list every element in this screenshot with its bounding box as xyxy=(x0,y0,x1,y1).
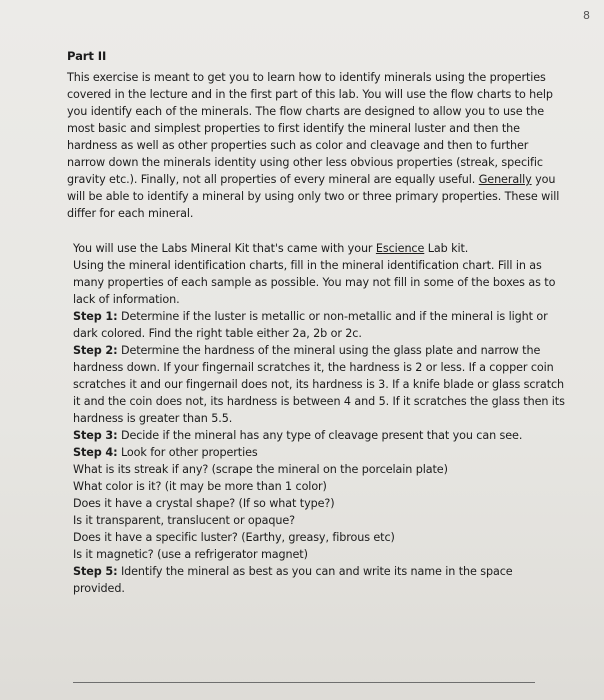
step-3-label: Step 3: xyxy=(73,429,118,442)
part-title: Part II xyxy=(67,49,107,63)
answer-line xyxy=(73,682,535,683)
intro-text-1: This exercise is meant to get you to learn how to identify minerals using the properties covered in the lecture and in the first part of this lab. You will use the flow charts to help you identify each of the minerals. The flow charts are designed to allow you to use the most basic and simplest properties to first identify the mineral luster and then the hardness as well as other properties such as color and cleavage and then to further narrow down the minerals identity using other less obvious properties (streak, specific gravity etc.). Finally, not all properties of every mineral are equally useful. xyxy=(67,71,553,186)
question-crystal-shape: Does it have a crystal shape? (If so what type?) xyxy=(73,497,335,510)
step-1-text: Determine if the luster is metallic or non-metallic and if the mineral is light or dark colored. Find the right table either 2a, 2b or 2c. xyxy=(73,310,548,340)
step-2 xyxy=(73,342,567,427)
document-body xyxy=(67,48,567,597)
step-1-label: Step 1: xyxy=(73,310,118,323)
chart-instruction: Using the mineral identification charts, fill in the mineral identification chart. Fill in as many properties of each sample as possible. You may not fill in some of the boxes as to lack of information. xyxy=(73,259,556,306)
step-3-text: Decide if the mineral has any type of cleavage present that you can see. xyxy=(120,429,523,442)
question-luster: Does it have a specific luster? (Earthy, greasy, fibrous etc) xyxy=(73,531,395,544)
step-4-text: Look for other properties xyxy=(120,446,258,459)
question-streak: What is its streak if any? (scrape the mineral on the porcelain plate) xyxy=(73,463,448,476)
question-color: What color is it? (it may be more than 1 color) xyxy=(73,480,327,493)
page-number: 8 xyxy=(583,9,590,22)
step-5-label: Step 5: xyxy=(73,565,118,578)
step-5 xyxy=(73,563,567,597)
step-5-text: Identify the mineral as best as you can and write its name in the space provided. xyxy=(73,565,513,595)
kit-text-1: You will use the Labs Mineral Kit that's came with your xyxy=(73,242,373,255)
step-4-label: Step 4: xyxy=(73,446,118,459)
kit-underlined-word: Escience xyxy=(375,242,425,255)
step-3 xyxy=(73,427,567,444)
kit-text-2: Lab kit. xyxy=(427,242,469,255)
step-1 xyxy=(73,308,567,342)
question-transparency: Is it transparent, translucent or opaque? xyxy=(73,514,296,527)
step-2-label: Step 2: xyxy=(73,344,118,357)
instructions xyxy=(73,240,567,597)
intro-text-2: you will be able to identify a mineral by using only two or three primary properties. These will differ for each mineral. xyxy=(67,173,560,220)
intro-underlined-word: Generally xyxy=(478,173,532,186)
kit-line xyxy=(73,240,567,257)
question-magnetic: Is it magnetic? (use a refrigerator magnet) xyxy=(73,548,308,561)
intro-paragraph xyxy=(67,69,567,222)
step-4 xyxy=(73,444,567,461)
step-2-text: Determine the hardness of the mineral using the glass plate and narrow the hardness down. If your fingernail scratches it, the hardness is 2 or less. If a copper coin scratches it and our fingernail does not, its hardness is 3. If a knife blade or glass scratch it and the coin does not, its hardness is between 4 and 5. If it scratches the glass then its hardness is greater than 5.5. xyxy=(73,344,565,425)
